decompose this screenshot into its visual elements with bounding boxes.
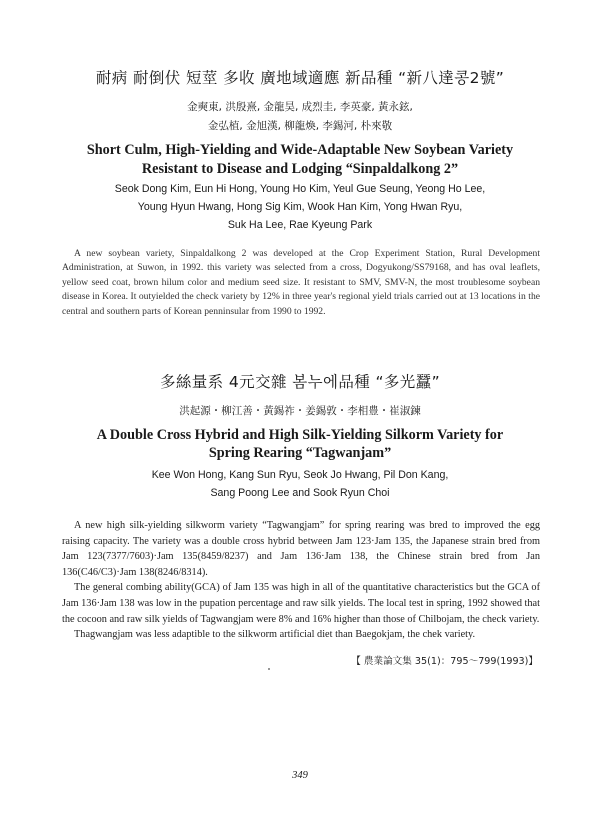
scan-speck bbox=[268, 668, 270, 670]
paper1-english-title-line2: Resistant to Disease and Lodging “Sinpaldalkong 2” bbox=[141, 161, 459, 177]
paper1-korean-title: 耐病 耐倒伏 短莖 多收 廣地域適應 新品種 “新八達콩2號” bbox=[95, 69, 505, 87]
paper2-citation: 【 農業論文集 35(1)：795～799(1993)】 bbox=[351, 656, 538, 667]
paper2-korean-title: 多絲量系 4元交雜 봄누에品種 “多光蠶” bbox=[159, 373, 441, 391]
paper1-english-authors-line2: Young Hyun Hwang, Hong Sig Kim, Wook Han Kim, Yong Hwan Ryu, bbox=[137, 201, 463, 213]
paper2-abstract-p3: Thagwangjam was less adaptible to the silkworm artificial diet than Baegokjam, the chek variety. bbox=[74, 629, 476, 641]
paper1-english-title-line1: Short Culm, High-Yielding and Wide-Adaptable New Soybean Variety bbox=[86, 142, 514, 158]
paper2-korean-authors: 洪起源・柳江善・黃錫祚・姜錫敦・李相豊・崔淑鍊 bbox=[179, 405, 421, 417]
paper2-english-authors-line2: Sang Poong Lee and Sook Ryun Choi bbox=[210, 487, 390, 499]
paper1-korean-authors-line2: 金弘植, 金旭漢, 柳龍煥, 李錫河, 朴來敬 bbox=[207, 120, 393, 132]
paper2-english-authors-line1: Kee Won Hong, Kang Sun Ryu, Seok Jo Hwang, Pil Don Kang, bbox=[151, 469, 449, 481]
paper2-abstract bbox=[62, 518, 540, 643]
paper1-abstract-text: A new soybean variety, Sinpaldalkong 2 was developed at the Crop Experiment Station, Rural Development Administration, at Suwon, in 1992. this variety was selected from a cross, Dogyukong/SS79168, and has oval leaflets, yellow seed coat, brown hilum color and medium seed size. It resistant to SMV, SMV-N, the most troublesome soybean disease in Korea. It outyielded the check variety by 12% in three year's regional yield trials carried out at 13 locations in the central and southern parts of Korean penninsular from 1990 to 1992. bbox=[62, 248, 540, 317]
paper1-abstract bbox=[62, 247, 540, 319]
paper1-korean-authors-line1: 金奭東, 洪殷熹, 金龍昊, 成烈圭, 李英豪, 黃永鉉, bbox=[187, 101, 413, 113]
paper2-abstract-p2: The general combing ability(GCA) of Jam 135 was high in all of the quantitative characteristics but the GCA of Jam 136·Jam 138 was low in the pupation percentage and raw silk yields. The local test in spring, 1992 showed that the cocoon and raw silk yields of Tagwangjam were 8% and 16% higher than those of Chilbojam, the check variety. bbox=[62, 582, 540, 625]
paper1-english-authors-line3: Suk Ha Lee, Rae Kyeung Park bbox=[227, 219, 373, 231]
paper2-english-title-line2: Spring Rearing “Tagwanjam” bbox=[208, 445, 392, 461]
paper1-english-authors-line1: Seok Dong Kim, Eun Hi Hong, Young Ho Kim, Yeul Gue Seung, Yeong Ho Lee, bbox=[114, 183, 486, 195]
paper2-abstract-p1: A new high silk-yielding silkworm variety “Tagwangjam” for spring rearing was bred to improved the egg raising capacity. The variety was a double cross hybrid between Jam 123·Jam 135, the Japanese strain bred from Jam 123(7377/7603)·Jam 135(8459/8237) and Jam 136·Jam 138, the Chinese strain bred from Jan 136(C46/C3)·Jam 138(8246/8314). bbox=[62, 520, 540, 578]
paper2-english-title-line1: A Double Cross Hybrid and High Silk-Yielding Silkorm Variety for bbox=[96, 427, 504, 443]
page-number: 349 bbox=[292, 770, 308, 781]
